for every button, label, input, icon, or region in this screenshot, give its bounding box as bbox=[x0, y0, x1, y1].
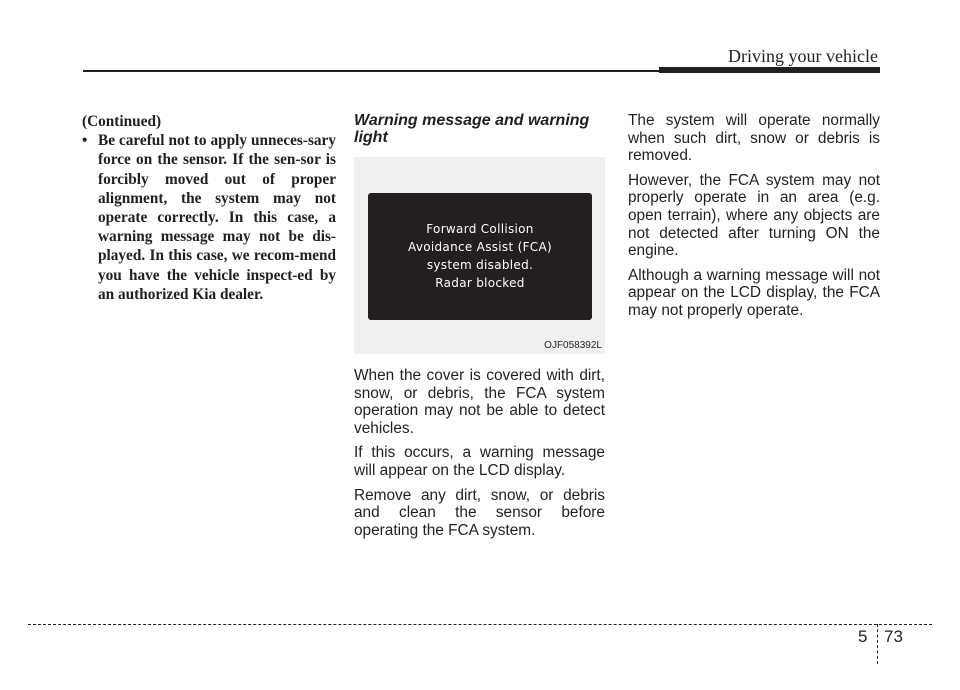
column-right bbox=[628, 112, 880, 327]
chapter-number: 5 bbox=[858, 627, 868, 646]
footer-rule bbox=[28, 624, 932, 625]
column-middle-body bbox=[354, 367, 605, 546]
column-middle bbox=[354, 112, 605, 146]
bullet-text: Be careful not to apply unneces-sary force on the sensor. If the sen-sor is forcibly moved out of proper alignment, the system may not operate correctly. In this case, a warning message may not be dis-played. In this case, we recom-mend you have the vehicle inspect-ed by an authorized Kia dealer. bbox=[98, 132, 336, 303]
lcd-line-1: Forward Collision bbox=[426, 222, 534, 236]
bullet-dot: • bbox=[82, 132, 88, 150]
bullet-item bbox=[82, 131, 336, 304]
column-left bbox=[82, 112, 336, 304]
paragraph: Although a warning message will not appear on the LCD display, the FCA may not properly operate. bbox=[628, 266, 880, 319]
continued-label: (Continued) bbox=[82, 113, 162, 130]
paragraph: When the cover is covered with dirt, snow, or debris, the FCA system operation may not be able to detect vehicles. bbox=[354, 367, 605, 437]
running-header: Driving your vehicle bbox=[728, 46, 878, 66]
header-bar bbox=[659, 67, 880, 73]
lcd-line-2: Avoidance Assist (FCA) bbox=[408, 240, 552, 254]
page-number: 73 bbox=[884, 627, 903, 646]
section-heading: Warning message and warning light bbox=[354, 112, 590, 146]
page-number-separator bbox=[877, 624, 878, 664]
figure-code: OJF058392L bbox=[544, 340, 602, 351]
lcd-display bbox=[368, 193, 592, 320]
paragraph: Remove any dirt, snow, or debris and clean the sensor before operating the FCA system. bbox=[354, 486, 605, 539]
paragraph: If this occurs, a warning message will appear on the LCD display. bbox=[354, 444, 605, 479]
paragraph: The system will operate normally when such dirt, snow or debris is removed. bbox=[628, 112, 880, 165]
paragraph: However, the FCA system may not properly operate in an area (e.g. open terrain), where any objects are not detected after turning ON the engine. bbox=[628, 171, 880, 260]
lcd-figure bbox=[354, 157, 605, 354]
lcd-line-3: system disabled. bbox=[426, 258, 534, 272]
lcd-line-4: Radar blocked bbox=[435, 276, 525, 290]
